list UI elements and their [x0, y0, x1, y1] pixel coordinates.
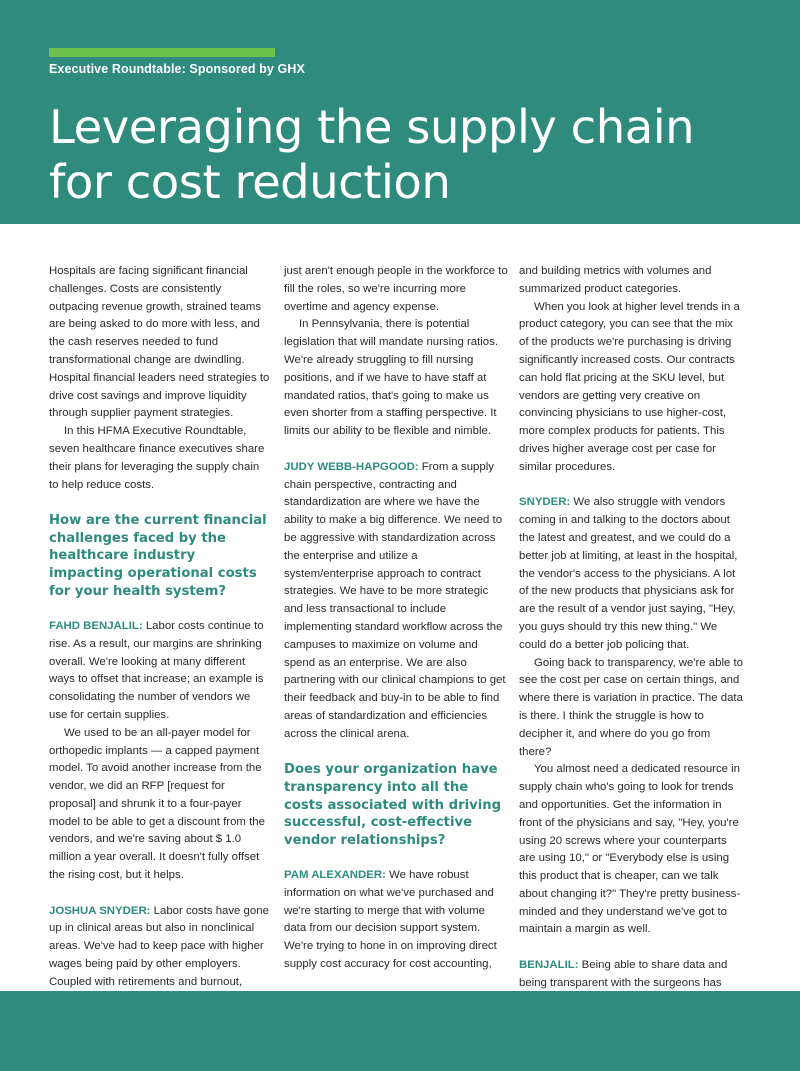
speaker-name: JOSHUA SNYDER: [49, 904, 151, 917]
paragraph-text: We also struggle with vendors coming in and talking to the doctors about the latest and greatest, and we could do a better job at limiting, at least in the hospital, the vendor's access to the physicians. A lot of the new products that physicians ask for are the result of a vendor just saying, "Hey, you guys should try this new thing." We could do a better job policing that. [519, 496, 738, 651]
paragraph: Hospitals are facing significant financial challenges. Costs are consistently outpacing revenue growth, strained teams are being asked to do more with less, and the cash reserves needed to fund transformational change are dwindling. Hospital financial leaders need strategies to drive cost savings and improve liquidity through supplier payment strategies. [49, 265, 270, 420]
speaker-name: SNYDER: [519, 496, 571, 509]
paragraph: just aren't enough people in the workforce to fill the roles, so we're incurring more overtime and agency expense. [284, 265, 508, 313]
column-2 [284, 263, 508, 974]
paragraph-text: Being able to share data and being transparent with the surgeons has [519, 959, 728, 989]
question-heading: How are the current financial challenges faced by the healthcare industry impacting operational costs for your health system? [49, 513, 267, 599]
column-3 [519, 263, 743, 993]
paragraph: In this HFMA Executive Roundtable, seven healthcare finance executives share their plans for leveraging the supply chain to help reduce costs. [49, 425, 265, 491]
paragraph-text: Labor costs have gone up in clinical areas but also in nonclinical areas. We've had to keep pace with higher wages being paid by other employers. Coupled with retirements and burnout, [49, 904, 269, 988]
paragraph: In Pennsylvania, there is potential legislation that will mandate nursing ratios. We're already struggling to fill nursing positions, and if we have to have staff at mandated ratios, that's going to make us even shorter from a staffing perspective. It limits our ability to be flexible and nimble. [284, 318, 499, 438]
paragraph: We used to be an all-payer model for orthopedic implants — a capped payment model. To avoid another increase from the vendor, we did an RFP [request for proposal] and shrunk it to a four-payer model to be able to get a discount from the vendors, and we're saving about $ 1.0 million a year overall. It doesn't fully offset the rising cost, but it helps. [49, 726, 265, 882]
footer-band [0, 991, 800, 1071]
speaker-name: PAM ALEXANDER: [284, 869, 386, 882]
speaker-name: BENJALIL: [519, 959, 579, 972]
speaker-name: JUDY WEBB-HAPGOOD: [284, 460, 419, 473]
paragraph-text: From a supply chain perspective, contracting and standardization are where we have the ability to make a big difference. We need to be aggressive with standardization across the enterprise and utilize a system/enterprise approach to contract strategies. We have to be more strategic and less transactional to include implementing standard workflow across the campuses to maximize on volume and spend as an enterprise. We are also partnering with our clinical champions to get their feedback and buy-in to be able to find areas of standardization and efficiencies across the clinical arena. [284, 460, 506, 740]
paragraph [284, 459, 508, 744]
paragraph-text: We have robust information on what we've purchased and we're starting to merge that with volume data from our decision support system. We're trying to hone in on improving direct supply cost accuracy for cost accounting, [284, 869, 497, 971]
paragraph: Going back to transparency, we're able to see the cost per case on certain things, and where there is variation in practice. The data is there. I think the struggle is how to decipher it, and where do you go from there? [519, 656, 744, 758]
column-1 [49, 263, 271, 1009]
question-heading: Does your organization have transparency into all the costs associated with driving successful, cost-effective vendor relationships? [284, 762, 502, 848]
paragraph: You almost need a dedicated resource in supply chain who's going to look for trends and opportunities. Get the information in front of the physicians and say, "Hey, you're using 20 screws where your counterparts are using 10," or "Everybody else is using this product that is cheaper, can we talk about changing it?" They're pretty business-minded and they understand we've got to maintain a margin as well. [519, 763, 741, 936]
header-banner [0, 0, 800, 224]
paragraph [49, 618, 271, 725]
paragraph-text: Labor costs continue to rise. As a result, our margins are shrinking overall. We're looking at many different ways to offset that increase; an example is consolidating the number of vendors we use for certain supplies. [49, 619, 264, 721]
accent-bar [49, 48, 275, 57]
paragraph: and building metrics with volumes and summarized product categories. [519, 265, 712, 295]
sponsor-kicker: Executive Roundtable: Sponsored by GHX [49, 62, 305, 76]
speaker-name: FAHD BENJALIL: [49, 619, 143, 632]
paragraph: When you look at higher level trends in a product category, you can see that the mix of the products we're purchasing is driving significantly increased costs. Our contracts can hold flat pricing at the SKU level, but vendors are getting very creative on convincing physicians to use higher-cost, more complex products for patients. This drives higher average cost per case for similar procedures. [519, 300, 740, 473]
paragraph [519, 957, 743, 993]
article-title: Leveraging the supply chain for cost reduction [49, 100, 695, 209]
paragraph [284, 867, 508, 974]
paragraph [519, 494, 743, 654]
